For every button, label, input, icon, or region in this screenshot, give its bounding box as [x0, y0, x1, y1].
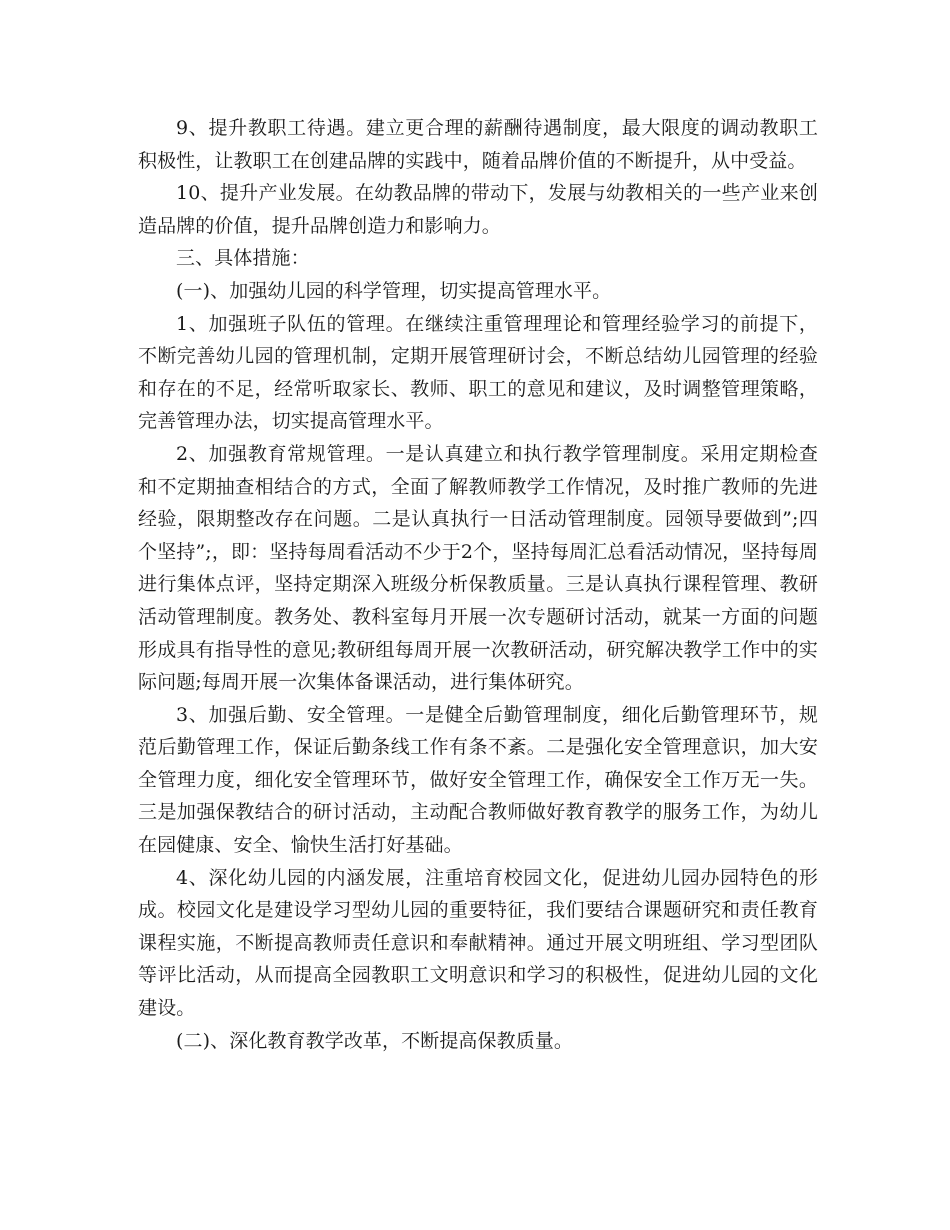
subsection-heading-management: (一)、加强幼儿园的科学管理，切实提高管理水平。	[176, 279, 612, 302]
paragraph-campus-culture: 4、深化幼儿园的内涵发展，注重培育校园文化，促进幼儿园办园特色的形成。校园文化是建设学习型幼儿园的重要特征，我们要结合课题研究和责任教育课程实施，不断提高教师责任意识和奉献精神。通过开展文明班组、学习型团队等评比活动，从而提高全园教职工文明意识和学习的积极性，促进幼儿园的文化建设。	[138, 866, 818, 1020]
subsection-heading-reform: (二)、深化教育教学改革，不断提高保教质量。	[176, 1029, 574, 1052]
paragraph-item-9: 9、提升教职工待遇。建立更合理的薪酬待遇制度，最大限度的调动教职工积极性，让教职工在创建品牌的实践中，随着品牌价值的不断提升，从中受益。	[138, 117, 818, 172]
paragraph-item-10: 10、提升产业发展。在幼教品牌的带动下，发展与幼教相关的一些产业来创造品牌的价值，提升品牌创造力和影响力。	[138, 182, 818, 237]
document-body	[138, 112, 818, 1057]
paragraph-leadership: 1、加强班子队伍的管理。在继续注重管理理论和管理经验学习的前提下，不断完善幼儿园的管理机制，定期开展管理研讨会，不断总结幼儿园管理的经验和存在的不足，经常听取家长、教师、职工的意见和建议，及时调整管理策略，完善管理办法，切实提高管理水平。	[138, 312, 818, 433]
section-heading-measures: 三、具体措施：	[176, 247, 310, 270]
paragraph-logistics-safety: 3、加强后勤、安全管理。一是健全后勤管理制度，细化后勤管理环节，规范后勤管理工作，保证后勤条线工作有条不紊。二是强化安全管理意识，加大安全管理力度，细化安全管理环节，做好安全管理工作，确保安全工作万无一失。三是加强保教结合的研讨活动，主动配合教师做好教育教学的服务工作，为幼儿在园健康、安全、愉快生活打好基础。	[138, 703, 818, 857]
paragraph-teaching-routine: 2、加强教育常规管理。一是认真建立和执行教学管理制度。采用定期检查和不定期抽查相结合的方式，全面了解教师教学工作情况，及时推广教师的先进经验，限期整改存在问题。二是认真执行一日活动管理制度。园领导要做到”;四个坚持”;，即：坚持每周看活动不少于2个，坚持每周汇总看活动情况，坚持每周进行集体点评，坚持定期深入班级分析保教质量。三是认真执行课程管理、教研活动管理制度。教务处、教科室每月开展一次专题研讨活动，就某一方面的问题形成具有指导性的意见;教研组每周开展一次教研活动，研究解决教学工作中的实际问题;每周开展一次集体备课活动，进行集体研究。	[138, 442, 818, 694]
